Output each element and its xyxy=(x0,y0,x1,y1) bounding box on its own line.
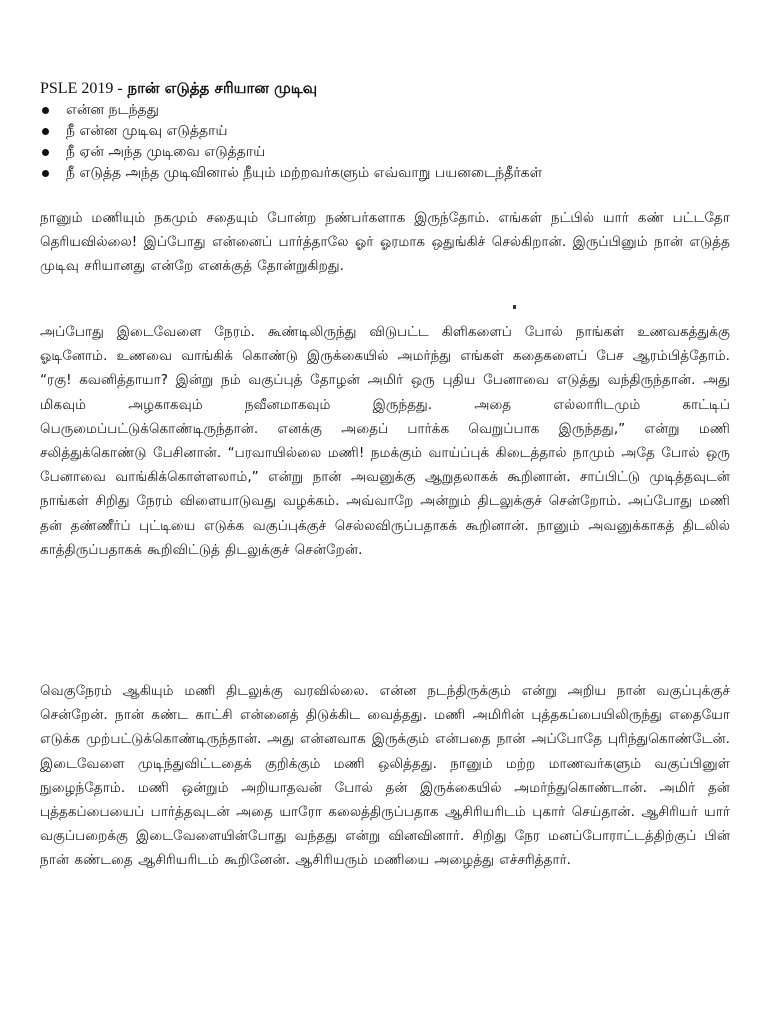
guideline-item xyxy=(40,142,740,163)
guideline-item xyxy=(40,100,740,121)
bullet-icon xyxy=(42,149,49,156)
paragraph-body: அப்போது இடைவேளை நேரம். கூண்டிலிருந்து விடுபட்ட கிளிகளைப் போல் நாங்கள் உணவகத்துக்கு ஓடினோம். உணவை வாங்கிக் கொண்டு இருக்கையில் அமர்ந்து எங்கள் கதைகளைப் பேச ஆரம்பித்தோம். “ரகு! கவனித்தாயா? இன்று நம் வகுப்புத் தோழன் அமிர் ஒரு புதிய பேனாவை எடுத்து வந்திருந்தான். அது மிகவும் அழகாகவும் நவீனமாகவும் இருந்தது. அதை எல்லாரிடமும் காட்டிப் பெருமைப்பட்டுக்கொண்டிருந்தான். எனக்கு அதைப் பார்க்க வெறுப்பாக இருந்தது,” என்று மணி சலித்துக்கொண்டு பேசினான். “பரவாயில்லை மணி! நமக்கும் வாய்ப்புக் கிடைத்தால் நாமும் அதே போல் ஒரு பேனாவை வாங்கிக்கொள்ளலாம்,” என்று நான் அவனுக்கு ஆறுதலாகக் கூறினான். சாப்பிட்டு முடித்தவுடன் நாங்கள் சிறிது நேரம் விளையாடுவது வழக்கம். அவ்வாறே அன்றும் திடலுக்குச் சென்றோம். அப்போது மணி தன் தண்ணீர்ப் புட்டியை எடுக்க வகுப்புக்குச் செல்லவிருப்பதாகக் கூறினான். நானும் அவனுக்காகத் திடலில் காத்திருப்பதாகக் கூறிவிட்டுத் திடலுக்குச் சென்றேன். xyxy=(40,324,730,558)
bullet-icon xyxy=(42,107,49,114)
paragraph-climax: வெகுநேரம் ஆகியும் மணி திடலுக்கு வரவில்லை. என்ன நடந்திருக்கும் என்று அறிய நான் வகுப்புக்குச் சென்றேன். நான் கண்ட காட்சி என்னைத் திடுக்கிட வைத்தது. மணி அமிரின் புத்தகப்பையிலிருந்து எதையோ எடுக்க முற்பட்டுக்கொண்டிருந்தான். அது என்னவாக இருக்கும் என்பதை நான் அப்போதே புரிந்துகொண்டேன். இடைவேளை முடிந்துவிட்டதைக் குறிக்கும் மணி ஒலித்தது. நானும் மற்ற மாணவர்களும் வகுப்பினுள் நுழைந்தோம். மணி ஒன்றும் அறியாதவன் போல் தன் இருக்கையில் அமர்ந்துகொண்டான். அமிர் தன் புத்தகப்பையைப் பார்த்தவுடன் அதை யாரோ கலைத்திருப்பதாக ஆசிரியரிடம் புகார் செய்தான். ஆசிரியர் யார் வகுப்பறைக்கு இடைவேளையின்போது வந்தது என்று வினவினார். சிறிது நேர மனப்போராட்டத்திற்குப் பின் நான் கண்டதை ஆசிரியரிடம் கூறினேன். ஆசிரியரும் மணியை அழைத்து எச்சரித்தார். xyxy=(40,683,730,869)
guideline-text: நீ என்ன முடிவு எடுத்தாய் xyxy=(66,123,228,139)
guideline-text: நீ எடுத்த அந்த முடிவினால் நீயும் மற்றவர்களும் எவ்வாறு பயனடைந்தீர்கள் xyxy=(66,165,543,181)
bullet-icon xyxy=(42,128,49,135)
guideline-text: நீ ஏன் அந்த முடிவை எடுத்தாய் xyxy=(66,144,266,160)
exam-label: PSLE 2019 - xyxy=(40,80,123,97)
paragraph-intro: நானும் மணியும் நகமும் சதையும் போன்ற நண்பர்களாக இருந்தோம். எங்கள் நட்பில் யார் கண் பட்டதோ தெரியவில்லை! இப்போது என்னைப் பார்த்தாலே ஓர் ஓரமாக ஒதுங்கிச் செல்கிறான். இருப்பினும் நான் எடுத்த முடிவு சரியானது என்றே எனக்குத் தோன்றுகிறது. xyxy=(40,210,730,275)
guideline-item xyxy=(40,121,740,142)
bullet-icon xyxy=(42,170,49,177)
guideline-item xyxy=(40,163,740,184)
scan-speck xyxy=(513,305,516,309)
guideline-text: என்ன நடந்தது xyxy=(66,102,159,118)
essay-title: நான் எடுத்த சரியான முடிவு xyxy=(127,79,318,97)
guideline-list xyxy=(40,100,740,184)
essay-heading xyxy=(40,78,730,99)
